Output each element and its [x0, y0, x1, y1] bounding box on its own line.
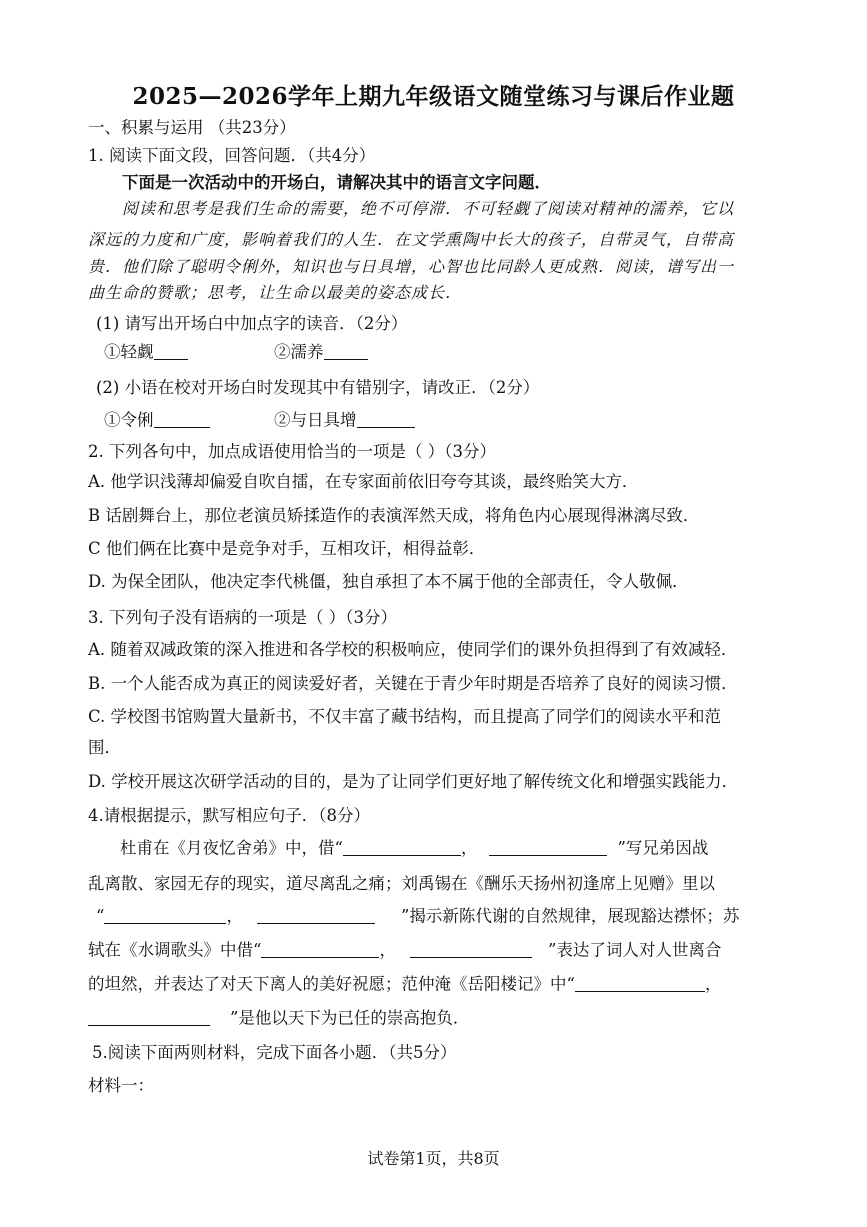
- q1-passage-line: 深远的力度和广度，影响着我们的人生．在文学熏陶中长大的孩子，自带灵气，自带高: [88, 230, 735, 249]
- q2-option-a: A. 他学识浅薄却偏爱自吹自擂，在专家面前依旧夸夸其谈，最终贻笑大方．: [88, 472, 639, 491]
- q3-option-a: A. 随着双减政策的深入推进和各学校的积极响应，使同学们的课外负担得到了有效减轻．: [88, 640, 738, 659]
- section-heading: 一、积累与运用 （共23分）: [88, 118, 296, 137]
- answer-blank[interactable]: [261, 940, 379, 958]
- q4-text-line: [96, 906, 739, 926]
- q4-text-line: [88, 1008, 469, 1028]
- q1-sub2-item-a-label: ①令俐: [104, 410, 154, 430]
- q3-option-c-cont: 围．: [88, 738, 121, 757]
- answer-blank[interactable]: [88, 1008, 210, 1026]
- answer-blank[interactable]: [343, 838, 461, 856]
- answer-blank[interactable]: [489, 838, 607, 856]
- q1-sub2-item-a: [104, 410, 210, 430]
- q3-option-d: D. 学校开展这次研学活动的目的，是为了让同学们更好地了解传统文化和增强实践能力．: [88, 772, 739, 791]
- page-footer: 试卷第1页，共8页: [367, 1149, 500, 1168]
- page-title: 2025—2026学年上期九年级语文随堂练习与课后作业题: [132, 83, 735, 110]
- q4-comma: ，: [460, 838, 478, 858]
- q4-stem: 4.请根据提示，默写相应句子．（8分）: [88, 806, 370, 825]
- q1-sub1-item-a-label: ①轻觑: [104, 342, 154, 362]
- q1-passage-line: 贵．他们除了聪明令俐外，知识也与日具增，心智也比同龄人更成熟．阅读，谱写出一: [88, 257, 735, 276]
- q1-sub1: (1) 请写出开场白中加点字的读音．（2分）: [96, 314, 408, 333]
- q3-option-c: C. 学校图书馆购置大量新书，不仅丰富了藏书结构，而且提高了同学们的阅读水平和范: [88, 707, 722, 726]
- q1-intro: 下面是一次活动中的开场白，请解决其中的语言文字问题．: [122, 173, 551, 192]
- q4-text: ”表达了词人对人世离合: [547, 940, 722, 960]
- q4-comma: ，: [226, 906, 243, 926]
- q1-sub1-item-b-label: ②濡养: [274, 342, 324, 362]
- q1-sub2-item-b-label: ②与日具增: [274, 410, 357, 430]
- q1-sub1-item-a: [104, 342, 188, 362]
- answer-blank[interactable]: [257, 906, 375, 924]
- q4-text: ”揭示新陈代谢的自然规律，展现豁达襟怀；苏: [400, 906, 740, 926]
- answer-blank[interactable]: [324, 342, 368, 360]
- q4-text: ”写兄弟因战: [617, 838, 709, 858]
- answer-blank[interactable]: [575, 974, 705, 992]
- q4-comma: ，: [704, 974, 722, 994]
- q1-sub1-item-b: [274, 342, 368, 362]
- q4-quote: “: [96, 906, 105, 926]
- q1-sub2: (2) 小语在校对开场白时发现其中有错别字，请改正．（2分）: [96, 378, 540, 397]
- answer-blank[interactable]: [410, 940, 532, 958]
- q2-stem: 2. 下列各句中，加点成语使用恰当的一项是（ ）（3分）: [88, 442, 496, 461]
- answer-blank[interactable]: [154, 410, 210, 428]
- q4-text-line: 乱离散、家园无存的现实，道尽离乱之痛；刘禹锡在《酬乐天扬州初逢席上见赠》里以: [88, 874, 715, 893]
- q2-option-b: B 话剧舞台上，那位老演员矫揉造作的表演浑然天成，将角色内心展现得淋漓尽致．: [88, 506, 700, 525]
- q3-stem: 3. 下列句子没有语病的一项是（ ）（3分）: [88, 608, 397, 627]
- q4-text-line: [120, 838, 708, 858]
- q1-stem: 1. 阅读下面文段，回答问题．（共4分）: [88, 146, 376, 165]
- q1-sub2-item-b: [274, 410, 415, 430]
- q4-text: ”是他以天下为已任的崇高抱负．: [230, 1008, 470, 1028]
- q4-text: 的坦然，并表达了对天下离人的美好祝愿；范仲淹《岳阳楼记》中“: [88, 974, 575, 994]
- q2-option-c: C 他们俩在比赛中是竞争对手，互相攻讦，相得益彰．: [88, 539, 486, 558]
- q4-comma: ，: [379, 940, 396, 960]
- q4-text: 轼在《水调歌头》中借“: [88, 940, 262, 960]
- q1-passage-line: 阅读和思考是我们生命的需要，绝不可停滞．不可轻觑了阅读对精神的濡养，它以: [122, 199, 735, 218]
- q1-passage-line: 曲生命的赞歌；思考，让生命以最美的姿态成长．: [88, 283, 463, 302]
- answer-blank[interactable]: [104, 906, 226, 924]
- answer-blank[interactable]: [154, 342, 188, 360]
- q5-material-label: 材料一：: [88, 1076, 154, 1095]
- answer-blank[interactable]: [357, 410, 415, 428]
- q4-text-line: [88, 940, 721, 960]
- q5-stem: 5.阅读下面两则材料，完成下面各小题．（共5分）: [92, 1043, 457, 1062]
- q4-text: 杜甫在《月夜忆舍弟》中，借“: [120, 838, 343, 858]
- q2-option-d: D. 为保全团队，他决定李代桃僵，独自承担了本不属于他的全部责任，令人敬佩．: [88, 572, 689, 591]
- q3-option-b: B. 一个人能否成为真正的阅读爱好者，关键在于青少年时期是否培养了良好的阅读习惯．: [88, 674, 738, 693]
- q4-text-line: [88, 974, 721, 994]
